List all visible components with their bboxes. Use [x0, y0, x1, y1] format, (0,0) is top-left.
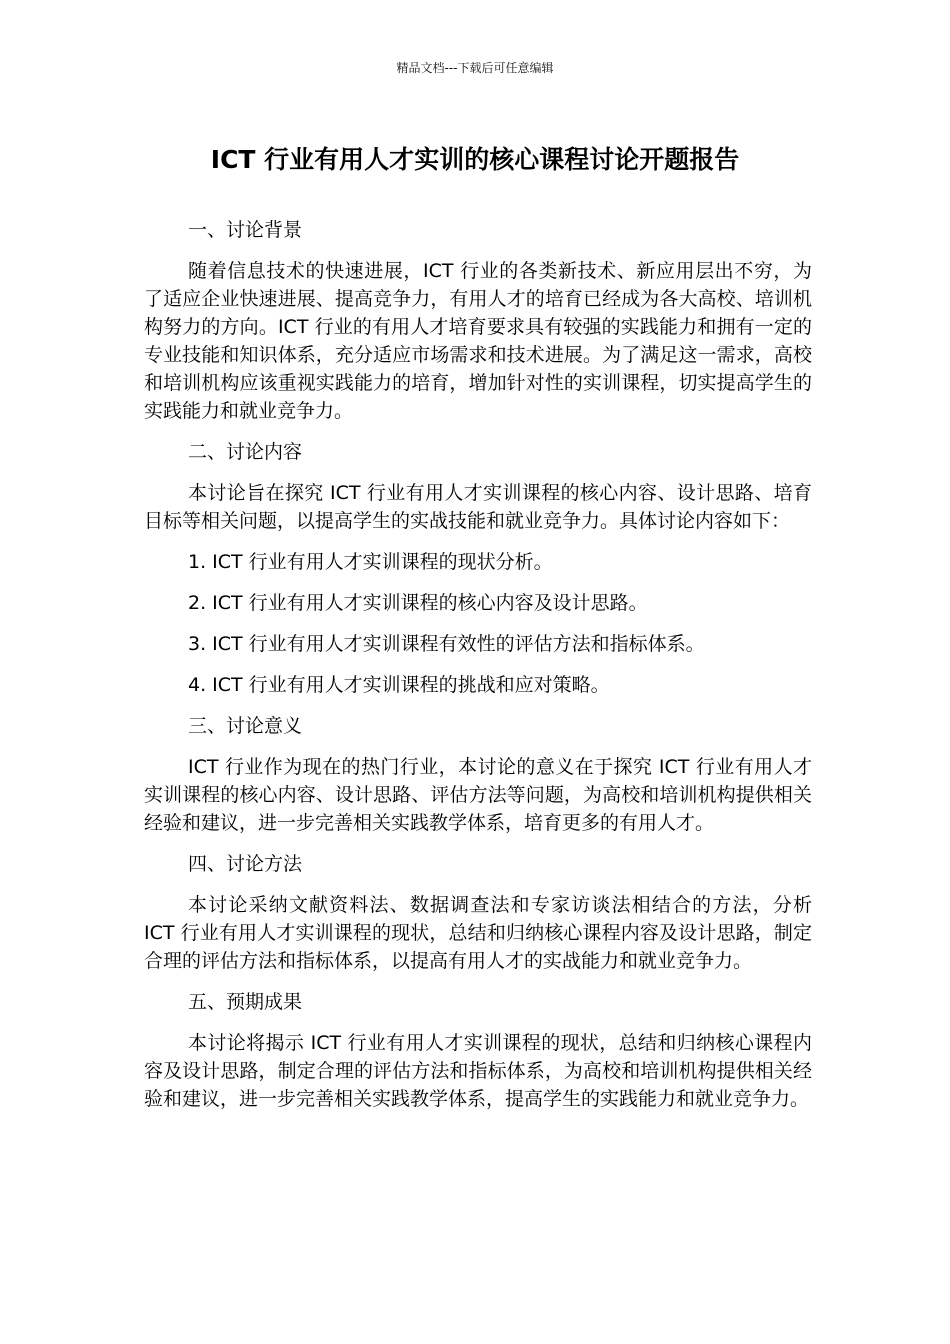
- paragraph: 本讨论旨在探究 ICT 行业有用人才实训课程的核心内容、设计思路、培育目标等相关问题，以提高学生的实战技能和就业竞争力。具体讨论内容如下：: [144, 482, 812, 532]
- section-content: [144, 438, 812, 699]
- document-title: ICT 行业有用人才实训的核心课程讨论开题报告: [210, 145, 740, 174]
- section-heading: 三、讨论意义: [188, 715, 303, 737]
- list-item: 3. ICT 行业有用人才实训课程有效性的评估方法和指标体系。: [188, 633, 705, 655]
- section-method: [144, 850, 812, 975]
- list-item: 4. ICT 行业有用人才实训课程的挑战和应对策略。: [188, 674, 610, 696]
- paragraph: 本讨论将揭示 ICT 行业有用人才实训课程的现状，总结和归纳核心课程内容及设计思路，制定合理的评估方法和指标体系，为高校和培训机构提供相关经验和建议，进一步完善相关实践教学体系，提高学生的实践能力和就业竞争力。: [144, 1032, 812, 1110]
- header-note: 精品文档---下载后可任意编辑: [396, 61, 554, 75]
- list-item: 1. ICT 行业有用人才实训课程的现状分析。: [188, 551, 553, 573]
- list-item: 2. ICT 行业有用人才实训课程的核心内容及设计思路。: [188, 592, 648, 614]
- document-body: [144, 216, 812, 1126]
- section-expected-results: [144, 988, 812, 1113]
- section-heading: 五、预期成果: [188, 991, 303, 1013]
- paragraph: 本讨论采纳文献资料法、数据调查法和专家访谈法相结合的方法，分析 ICT 行业有用人才实训课程的现状，总结和归纳核心课程内容及设计思路，制定合理的评估方法和指标体系，以提高有用人才的实战能力和就业竞争力。: [144, 894, 812, 972]
- paragraph: ICT 行业作为现在的热门行业，本讨论的意义在于探究 ICT 行业有用人才实训课程的核心内容、设计思路、评估方法等问题，为高校和培训机构提供相关经验和建议，进一步完善相关实践教学体系，培育更多的有用人才。: [144, 756, 812, 834]
- paragraph: 随着信息技术的快速进展，ICT 行业的各类新技术、新应用层出不穷，为了适应企业快速进展、提高竞争力，有用人才的培育已经成为各大高校、培训机构努力的方向。ICT 行业的有用人才培育要求具有较强的实践能力和拥有一定的专业技能和知识体系，充分适应市场需求和技术进展。为了满足这一需求，高校和培训机构应该重视实践能力的培育，增加针对性的实训课程，切实提高学生的实践能力和就业竞争力。: [144, 260, 812, 422]
- section-heading: 一、讨论背景: [188, 219, 303, 241]
- section-heading: 二、讨论内容: [188, 441, 303, 463]
- section-background: [144, 216, 812, 425]
- section-significance: [144, 712, 812, 837]
- section-heading: 四、讨论方法: [188, 853, 303, 875]
